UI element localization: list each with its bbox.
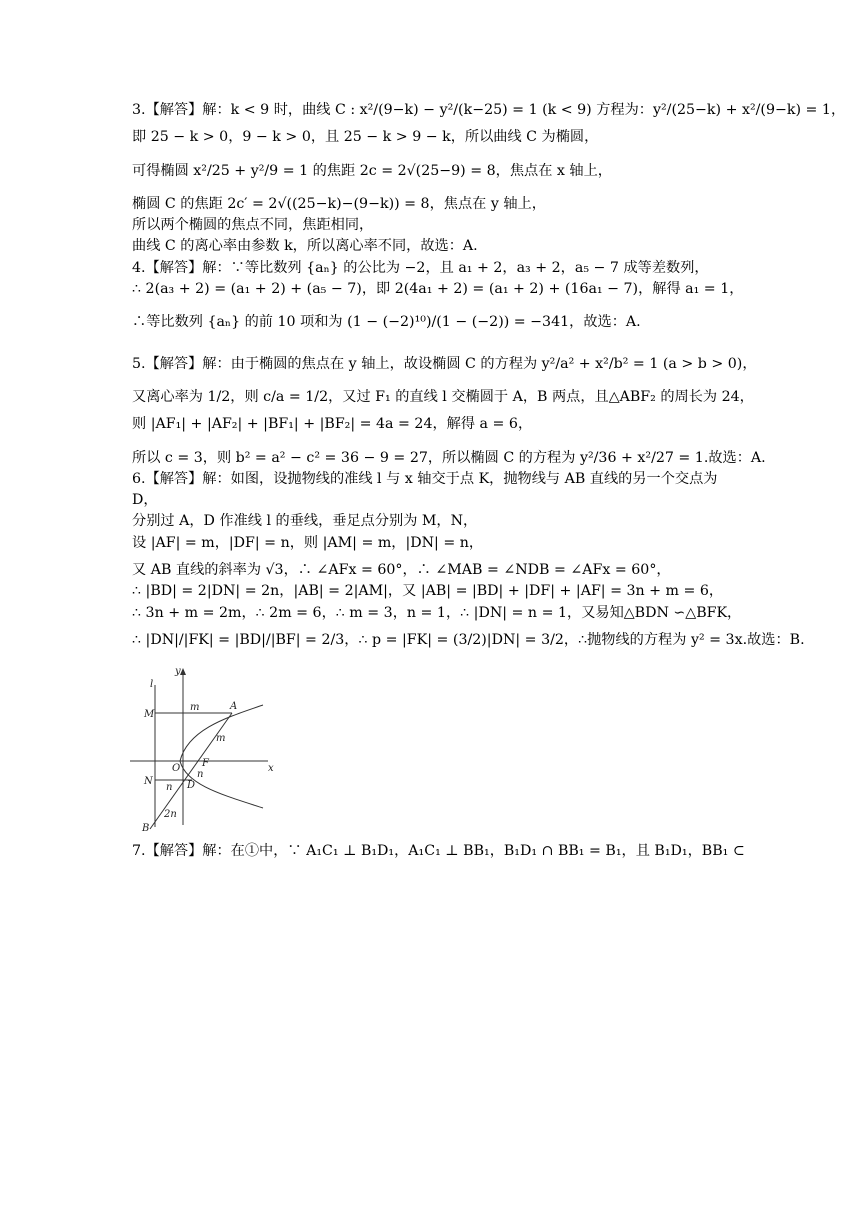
label-point-d: D (187, 780, 196, 792)
text-line: 5.【解答】解：由于椭圆的焦点在 y 轴上，故设椭圆 C 的方程为 y²/a² + x²/b² = 1 (a > b > 0)， (132, 355, 757, 372)
label-origin: O (172, 763, 181, 775)
label-segment-m-slant: m (216, 733, 226, 745)
text-line: ∴ |BD| = 2|DN| = 2n，|AB| = 2|AM|，又 |AB| = |BD| + |DF| + |AF| = 3n + m = 6， (132, 583, 724, 600)
text-line: ∴ 2(a₃ + 2) = (a₁ + 2) + (a₅ − 7)，即 2(4a₁ + 2) = (a₁ + 2) + (16a₁ − 7)，解得 a₁ = 1， (132, 281, 744, 298)
text-line: 曲线 C 的离心率由参数 k，所以离心率不同，故选：A. (132, 238, 478, 255)
text-line: 3.【解答】解：k < 9 时，曲线 C : x²/(9−k) − y²/(k−25) = 1 (k < 9) 方程为：y²/(25−k) + x²/(9−k) = 1， (132, 102, 846, 118)
text-line: 则 |AF₁| + |AF₂| + |BF₁| + |BF₂| = 4a = 24，解得 a = 6， (132, 416, 533, 433)
parabola-diagram (128, 665, 273, 833)
text-line: 椭圆 C 的焦距 2c′ = 2√((25−k)−(9−k)) = 8，焦点在 y 轴上， (132, 195, 546, 212)
text-line: ∴等比数列 {aₙ} 的前 10 项和为 (1 − (−2)¹⁰)/(1 − (−2)) = −341，故选：A. (132, 314, 641, 331)
label-directrix: l (150, 679, 154, 691)
label-segment-2n: 2n (164, 809, 177, 821)
axis-label-y: y (175, 666, 181, 678)
label-point-b: B (142, 823, 150, 835)
label-point-m: M (144, 709, 155, 721)
line-ab (150, 713, 232, 829)
text-line: 分别过 A，D 作准线 l 的垂线，垂足点分别为 M，N， (132, 513, 478, 530)
text-line: 又 AB 直线的斜率为 √3，∴ ∠AFx = 60°，∴ ∠MAB = ∠NDB = ∠AFx = 60°， (132, 562, 671, 579)
text-line: 即 25 − k > 0，9 − k > 0，且 25 − k > 9 − k，所以曲线 C 为椭圆， (132, 129, 599, 146)
parabola-figure (128, 665, 273, 833)
solution-text (132, 100, 846, 863)
text-line: 设 |AF| = m，|DF| = n，则 |AM| = m，|DN| = n， (132, 534, 484, 551)
text-line: 所以两个椭圆的焦点不同，焦距相同， (132, 217, 374, 234)
label-segment-n-left: n (166, 782, 173, 794)
parabola-curve (180, 705, 263, 808)
label-focus: F (202, 758, 209, 770)
text-line: ∴ |DN|/|FK| = |BD|/|BF| = 2/3，∴ p = |FK| = (3/2)|DN| = 3/2，∴抛物线的方程为 y² = 3x.故选：B. (132, 631, 805, 648)
label-segment-m-top: m (190, 702, 200, 714)
text-line: 所以 c = 3，则 b² = a² − c² = 36 − 9 = 27，所以椭圆 C 的方程为 y²/36 + x²/27 = 1.故选：A. (132, 449, 766, 466)
y-axis-arrow (180, 668, 186, 675)
text-line: 4.【解答】解：∵等比数列 {aₙ} 的公比为 −2，且 a₁ + 2，a₃ + 2，a₅ − 7 成等差数列， (132, 259, 709, 276)
text-line: 7.【解答】解：在①中，∵ A₁C₁ ⊥ B₁D₁，A₁C₁ ⊥ BB₁，B₁D₁ ∩ BB₁ = B₁，且 B₁D₁，BB₁ ⊂ (132, 843, 745, 860)
label-segment-n-slant: n (197, 769, 204, 781)
text-line: 可得椭圆 x²/25 + y²/9 = 1 的焦距 2c = 2√(25−9) = 8，焦点在 x 轴上， (132, 162, 612, 179)
text-line: ∴ 3n + m = 2m，∴ 2m = 6，∴ m = 3，n = 1，∴ |DN| = n = 1，又易知△BDN ∽△BFK， (132, 604, 742, 621)
text-line: 又离心率为 1/2，则 c/a = 1/2，又过 F₁ 的直线 l 交椭圆于 A，B 两点，且△ABF₂ 的周长为 24， (132, 388, 754, 405)
axis-label-x: x (268, 763, 274, 775)
label-point-a: A (230, 701, 238, 713)
label-point-n: N (144, 776, 153, 788)
text-line: 6.【解答】解：如图，设抛物线的准线 l 与 x 轴交于点 K，抛物线与 AB 直线的另一个交点为 D， (132, 470, 718, 509)
